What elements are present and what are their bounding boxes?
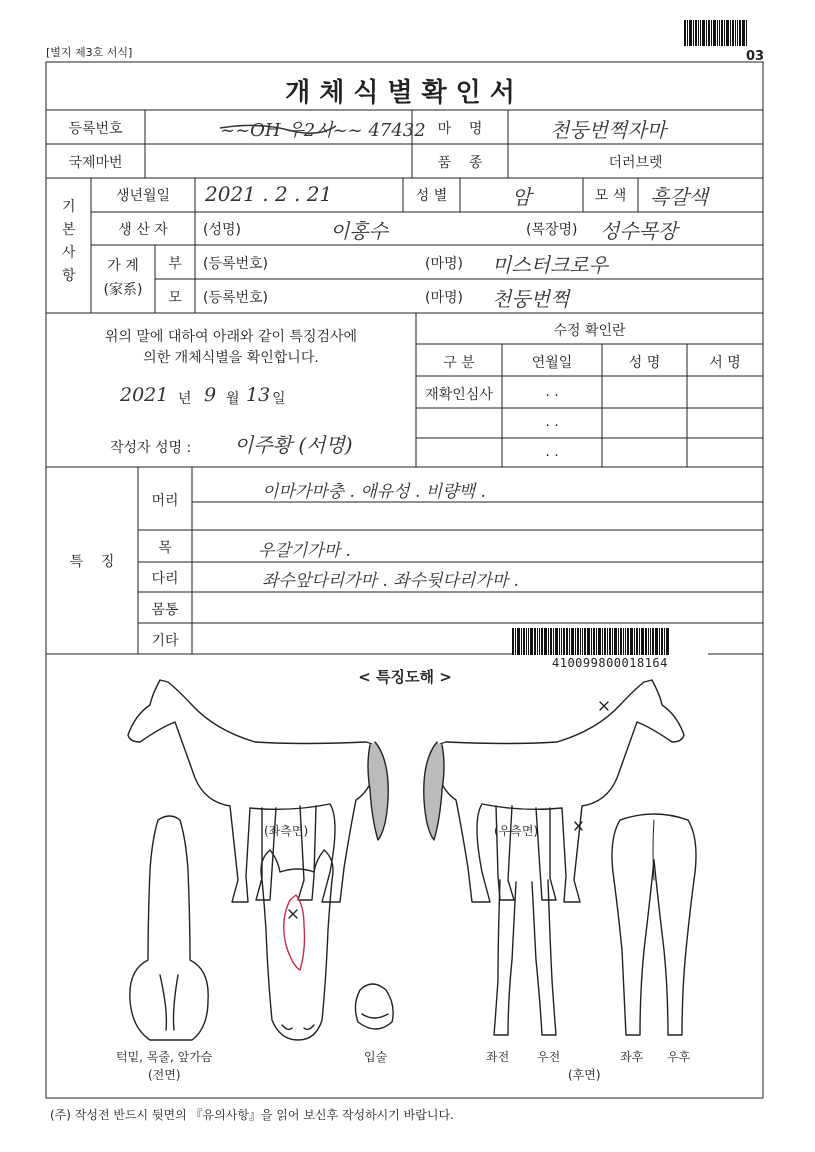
legs-label: 다리 (151, 571, 179, 587)
writer-signature: 이주황 (서명) (234, 433, 353, 457)
intl-no-label: 국제마번 (68, 155, 123, 171)
legs-value: 좌수앞다리가마 . 좌수뒷다리가마 . (262, 571, 519, 591)
front-caption: 턱밑, 목줄, 앞가슴 (116, 1050, 213, 1064)
writer-label: 작성자 성명 : (110, 440, 192, 456)
basic-section-label: 기본사항 (62, 199, 76, 284)
right-side-caption: (우측면) (494, 824, 539, 838)
reg-no-label: 등록번호 (68, 121, 123, 137)
sex-value: 암 (511, 185, 532, 209)
birth-label: 생년월일 (115, 188, 171, 204)
horse-name-label: 마 명 (437, 121, 483, 137)
rear-view-horse (612, 814, 696, 1035)
date-month: 9 (204, 384, 217, 406)
front-view-horse (130, 816, 208, 1040)
other-label: 기타 (151, 633, 179, 649)
diagram-title: < 특징도해 > (358, 668, 452, 686)
date-year: 2021 (120, 384, 169, 406)
form-label: [별지 제3호 서식] (46, 46, 133, 59)
col-name: 성 명 (628, 355, 661, 371)
coat-color-label: 모 색 (594, 188, 627, 204)
sire-label: 부 (168, 256, 182, 272)
muzzle-view (355, 984, 393, 1029)
breeder-value: 이홍수 (330, 219, 388, 243)
breed-label: 품 종 (437, 155, 483, 171)
breeder-label: 생 산 자 (118, 222, 168, 238)
farm-value: 성수목장 (600, 219, 678, 243)
coat-color-value: 흑갈색 (650, 185, 708, 209)
page-title: 개체식별확인서 (285, 78, 524, 108)
dam-name-tag: (마명) (425, 290, 463, 306)
statement-line-1: 위의 말에 대하여 아래와 같이 특징검사에 (104, 329, 358, 345)
head-label: 머리 (151, 493, 179, 509)
sire-value: 미스터크로우 (492, 253, 608, 277)
farm-name-tag: (목장명) (526, 222, 578, 238)
revision-date-1: . . (545, 384, 559, 400)
sire-name-tag: (마명) (425, 256, 463, 272)
dam-value: 천둥번쩍 (492, 287, 570, 311)
recheck-label: 재확인심사 (425, 387, 493, 403)
lips-caption: 입술 (364, 1050, 388, 1064)
lineage-label: 가 계 (家系) (103, 258, 143, 298)
col-sign: 서 명 (709, 355, 741, 371)
horse-name-value: 천둥번쩍자마 (550, 118, 666, 142)
birth-value: 2021 . 2 . 21 (205, 182, 333, 206)
hind-right-caption: 우후 (667, 1050, 691, 1064)
left-side-horse (128, 680, 388, 902)
breed-value: 더러브렛 (608, 155, 663, 171)
statement-line-2: 의한 개체식별을 확인합니다. (143, 350, 319, 366)
body-label: 몸통 (151, 602, 179, 618)
right-side-horse (424, 680, 684, 902)
head-value: 이마가마충 . 애유성 . 비량백 . (262, 482, 486, 502)
barcode-number: 410099800018164 (552, 656, 668, 670)
front-view-caption: (전면) (148, 1068, 181, 1082)
breeder-name-tag: (성명) (203, 222, 241, 238)
fore-right-caption: 우전 (537, 1050, 561, 1064)
year-label: 년 (178, 391, 192, 407)
revision-date-3: . . (545, 444, 559, 460)
col-date: 연월일 (531, 355, 573, 371)
sex-label: 성 별 (415, 188, 448, 204)
fore-left-caption: 좌전 (486, 1050, 510, 1064)
date-day: 13 (246, 384, 271, 406)
reg-no-value: ~~OH 우2시~~ 47432 (220, 120, 426, 141)
neck-label: 목 (158, 540, 172, 556)
neck-value: 우갈기가마 . (258, 541, 351, 561)
forelegs-view (494, 880, 556, 1035)
col-type: 구 분 (443, 355, 475, 371)
month-label: 월 (226, 391, 240, 407)
day-label: 일 (272, 391, 286, 407)
dam-label: 모 (168, 290, 182, 306)
rear-view-caption: (후면) (568, 1068, 601, 1082)
sire-reg-tag: (등록번호) (203, 256, 269, 272)
dam-reg-tag: (등록번호) (203, 290, 269, 306)
revision-title: 수정 확인란 (553, 323, 626, 339)
left-side-caption: (좌측면) (264, 824, 309, 838)
features-section-label: 특 징 (69, 554, 115, 570)
revision-date-2: . . (545, 414, 559, 430)
hind-left-caption: 좌후 (620, 1050, 644, 1064)
page-code: 03 (746, 49, 765, 64)
footnote: (주) 작성전 반드시 뒷면의 『유의사항』을 읽어 보신후 작성하시기 바랍니다. (50, 1108, 454, 1122)
